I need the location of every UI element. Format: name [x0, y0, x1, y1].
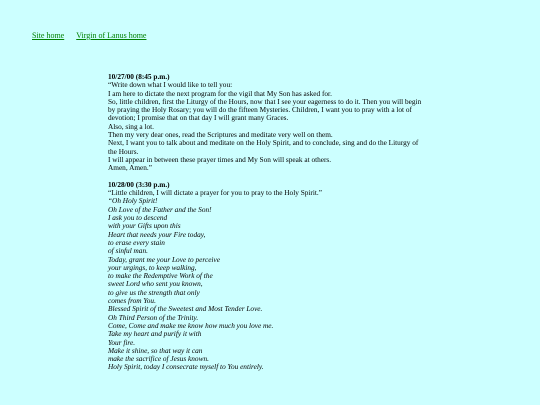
- poem-line: Holy Spirit, today I consecrate myself to You entirely.: [108, 362, 264, 372]
- poem-line: Today, grant me your Love to perceive: [108, 254, 220, 264]
- poem-line: Come, Come and make me know how much you love me.: [108, 320, 274, 330]
- poem-line: with your Gifts upon this: [108, 221, 181, 231]
- poem-line: “Oh Holy Spirit!: [108, 196, 158, 206]
- entry-line: Then my very dear ones, read the Scriptures and meditate very well on them.: [108, 130, 333, 140]
- entry-date: 10/28/00 (3:30 p.m.): [108, 179, 170, 189]
- poem-line: Oh Third Person of the Trinity.: [108, 312, 199, 322]
- poem-line: of sinful man.: [108, 246, 148, 256]
- entry-intro: “Little children, I will dictate a prayer for you to pray to the Holy Spirit.”: [108, 188, 322, 198]
- entry-line: I am here to dictate the next program for the vigil that My Son has asked for.: [108, 88, 332, 98]
- poem-line: to make the Redemptive Work of the: [108, 271, 213, 281]
- message-entry: [108, 181, 428, 372]
- entry-line: Next, I want you to talk about and meditate on the Holy Spirit, and to conclude, sing and do the Liturgy of the Hours.: [108, 138, 419, 156]
- entry-line: Also, sing a lot.: [108, 121, 155, 131]
- top-nav: [32, 31, 146, 41]
- entry-line: Amen, Amen.”: [108, 163, 152, 173]
- message-entry: [108, 73, 428, 173]
- virgin-of-lanus-home-link[interactable]: Virgin of Lanus home: [76, 31, 147, 40]
- poem-line: Heart that needs your Fire today,: [108, 229, 206, 239]
- poem-line: make the sacrifice of Jesus known.: [108, 354, 209, 364]
- poem-line: I ask you to descend: [108, 213, 168, 223]
- site-home-link[interactable]: Site home: [32, 31, 65, 40]
- poem-line: Make it shine, so that way it can: [108, 345, 203, 355]
- prayer-poem: [108, 197, 428, 371]
- poem-line: comes from You.: [108, 296, 156, 306]
- poem-line: Blessed Spirit of the Sweetest and Most Tender Love.: [108, 304, 263, 314]
- poem-line: sweet Lord who sent you known,: [108, 279, 203, 289]
- poem-line: to give us the strength that only: [108, 287, 200, 297]
- message-content: [108, 73, 428, 380]
- poem-line: Your fire.: [108, 337, 136, 347]
- poem-line: to erase every stain: [108, 237, 165, 247]
- poem-line: Oh Love of the Father and the Son!: [108, 204, 212, 214]
- entry-line: “Write down what I would like to tell you:: [108, 80, 233, 90]
- entry-date: 10/27/00 (8:45 p.m.): [108, 72, 170, 81]
- poem-line: your urgings, to keep walking,: [108, 262, 197, 272]
- poem-line: Take my heart and purify it with: [108, 329, 202, 339]
- entry-line: I will appear in between these prayer times and My Son will speak at others.: [108, 154, 332, 164]
- entry-line: So, little children, first the Liturgy of the Hours, now that I see your eagerness to do it. Then you will begin by praying the Holy Rosary; you will do the fifteen Mysteries. Children, I want you to pray with a lot of devotion; I promise that on that day I will grant many Graces.: [108, 96, 422, 123]
